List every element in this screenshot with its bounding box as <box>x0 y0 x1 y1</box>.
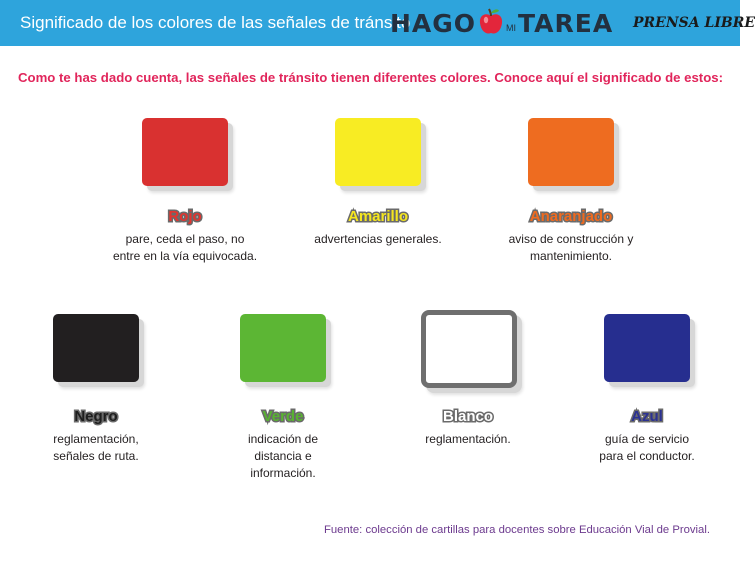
color-swatch <box>335 118 421 186</box>
color-swatch <box>240 314 326 382</box>
description-line: para el conductor. <box>599 449 695 463</box>
color-name: Rojo <box>168 208 202 225</box>
color-name: Blanco <box>442 408 493 425</box>
color-description <box>378 431 558 448</box>
color-name: Anaranjado <box>529 208 613 225</box>
color-swatch <box>528 118 614 186</box>
description-line: reglamentación. <box>425 432 511 446</box>
description-line: advertencias generales. <box>314 232 442 246</box>
header-bar <box>0 0 755 46</box>
page-title: Significado de los colores de las señales de tránsito <box>20 13 411 32</box>
prensa-libre-logo: PRENSA LIBRE <box>633 15 755 31</box>
color-name: Verde <box>262 408 304 425</box>
description-line: información. <box>250 466 316 480</box>
color-description <box>6 431 186 465</box>
color-name: Amarillo <box>347 208 408 225</box>
logo-word-tarea: TAREA <box>518 8 614 38</box>
description-line: pare, ceda el paso, no <box>125 232 245 246</box>
source-footnote: Fuente: colección de cartillas para docentes sobre Educación Vial de Provial. <box>324 524 710 536</box>
color-description <box>193 431 373 482</box>
logo-word-hago: HAGO <box>390 8 477 38</box>
intro-text: Como te has dado cuenta, las señales de tránsito tienen diferentes colores. Conoce aquí el significado de estos: <box>18 70 723 85</box>
description-line: guía de servicio <box>604 432 690 446</box>
apple-icon <box>478 8 504 36</box>
description-line: indicación de <box>247 432 319 446</box>
description-line: distancia e <box>254 449 312 463</box>
logo-word-mi: MI <box>506 23 517 33</box>
color-description <box>95 231 275 265</box>
color-swatch <box>142 118 228 186</box>
color-description <box>557 431 737 465</box>
description-line: reglamentación, <box>53 432 139 446</box>
description-line: entre en la vía equivocada. <box>112 249 258 263</box>
color-swatch <box>53 314 139 382</box>
color-swatch <box>421 310 517 388</box>
description-line: mantenimiento. <box>529 249 613 263</box>
color-swatch <box>604 314 690 382</box>
color-name: Negro <box>74 408 118 425</box>
color-name: Azul <box>631 408 663 425</box>
description-line: señales de ruta. <box>53 449 139 463</box>
description-line: aviso de construcción y <box>508 232 634 246</box>
color-description <box>288 231 468 248</box>
color-description <box>481 231 661 265</box>
hago-mi-tarea-logo <box>390 4 613 42</box>
